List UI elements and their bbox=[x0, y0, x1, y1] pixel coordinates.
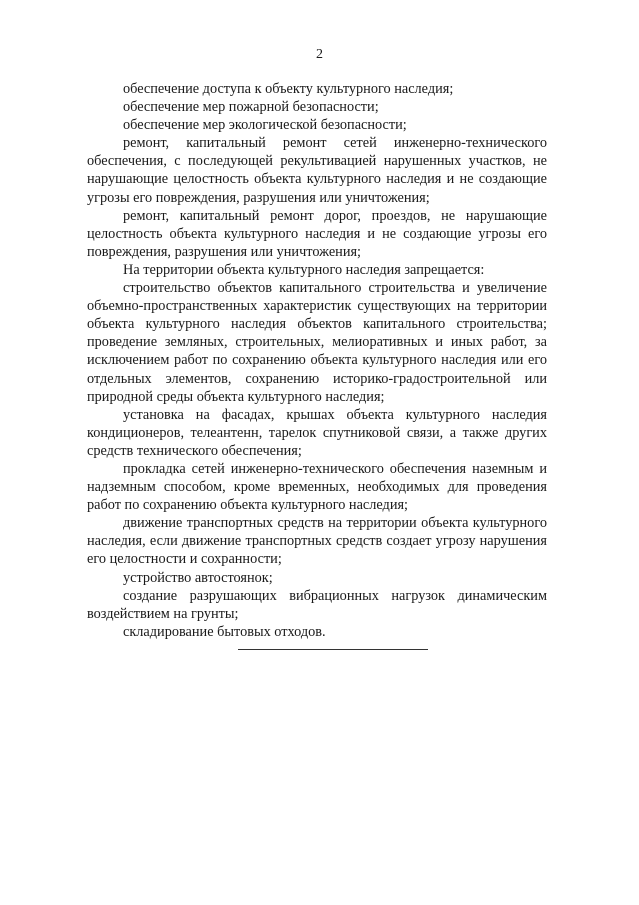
paragraph-network-laying: прокладка сетей инженерно-технического обеспечения наземным и надземным способом, кроме временных, необходимых для проведения работ по сохранению объекта культурного наследия; bbox=[87, 460, 547, 514]
paragraph-roads-repair: ремонт, капитальный ремонт дорог, проездов, не нарушающие целостность объекта культурного наследия и не создающие угрозы его повреждения, разрушения или уничтожения; bbox=[87, 207, 547, 260]
page-number: 2 bbox=[316, 47, 323, 62]
end-divider-line bbox=[238, 649, 428, 650]
paragraph-waste-storage: складирование бытовых отходов. bbox=[123, 623, 326, 640]
paragraph-facade-installations: установка на фасадах, крышах объекта культурного наследия кондиционеров, телеантенн, тарелок спутниковой связи, а также других средств технического обеспечения; bbox=[87, 406, 547, 459]
paragraph-vibration-loads: создание разрушающих вибрационных нагрузок динамическим воздействием на грунты; bbox=[87, 587, 547, 622]
paragraph-construction: строительство объектов капитального строительства и увеличение объемно-пространственных характеристик существующих на территории объекта культурного наследия объектов капитального строительства; проведение земляных, строительных, мелиоративных и иных работ, за исключением работ по сохранению объекта культурного наследия или его отдельных элементов, сохранению историко-градостроительной или природной среды объекта культурного наследия; bbox=[87, 280, 547, 405]
paragraph-vehicle-traffic: движение транспортных средств на территории объекта культурного наследия, если движение транспортных средств создает угрозу нарушения его целостности и сохранности; bbox=[87, 515, 547, 568]
paragraph-parking: устройство автостоянок; bbox=[123, 569, 273, 586]
paragraph-access: обеспечение доступа к объекту культурного наследия; bbox=[123, 81, 454, 97]
paragraph-utility-networks-repair: ремонт, капитальный ремонт сетей инженерно-технического обеспечения, с последующей рекультивацией нарушенных участков, не нарушающие целостность объекта культурного наследия и не создающие угрозы его повреждения, разрушения или уничтожения; bbox=[87, 135, 547, 206]
paragraph-prohibited-heading: На территории объекта культурного наследия запрещается: bbox=[123, 261, 485, 278]
document-body bbox=[87, 80, 547, 641]
paragraph-fire-safety: обеспечение мер пожарной безопасности; bbox=[123, 99, 379, 116]
paragraph-ecological-safety: обеспечение мер экологической безопасности; bbox=[123, 117, 407, 134]
